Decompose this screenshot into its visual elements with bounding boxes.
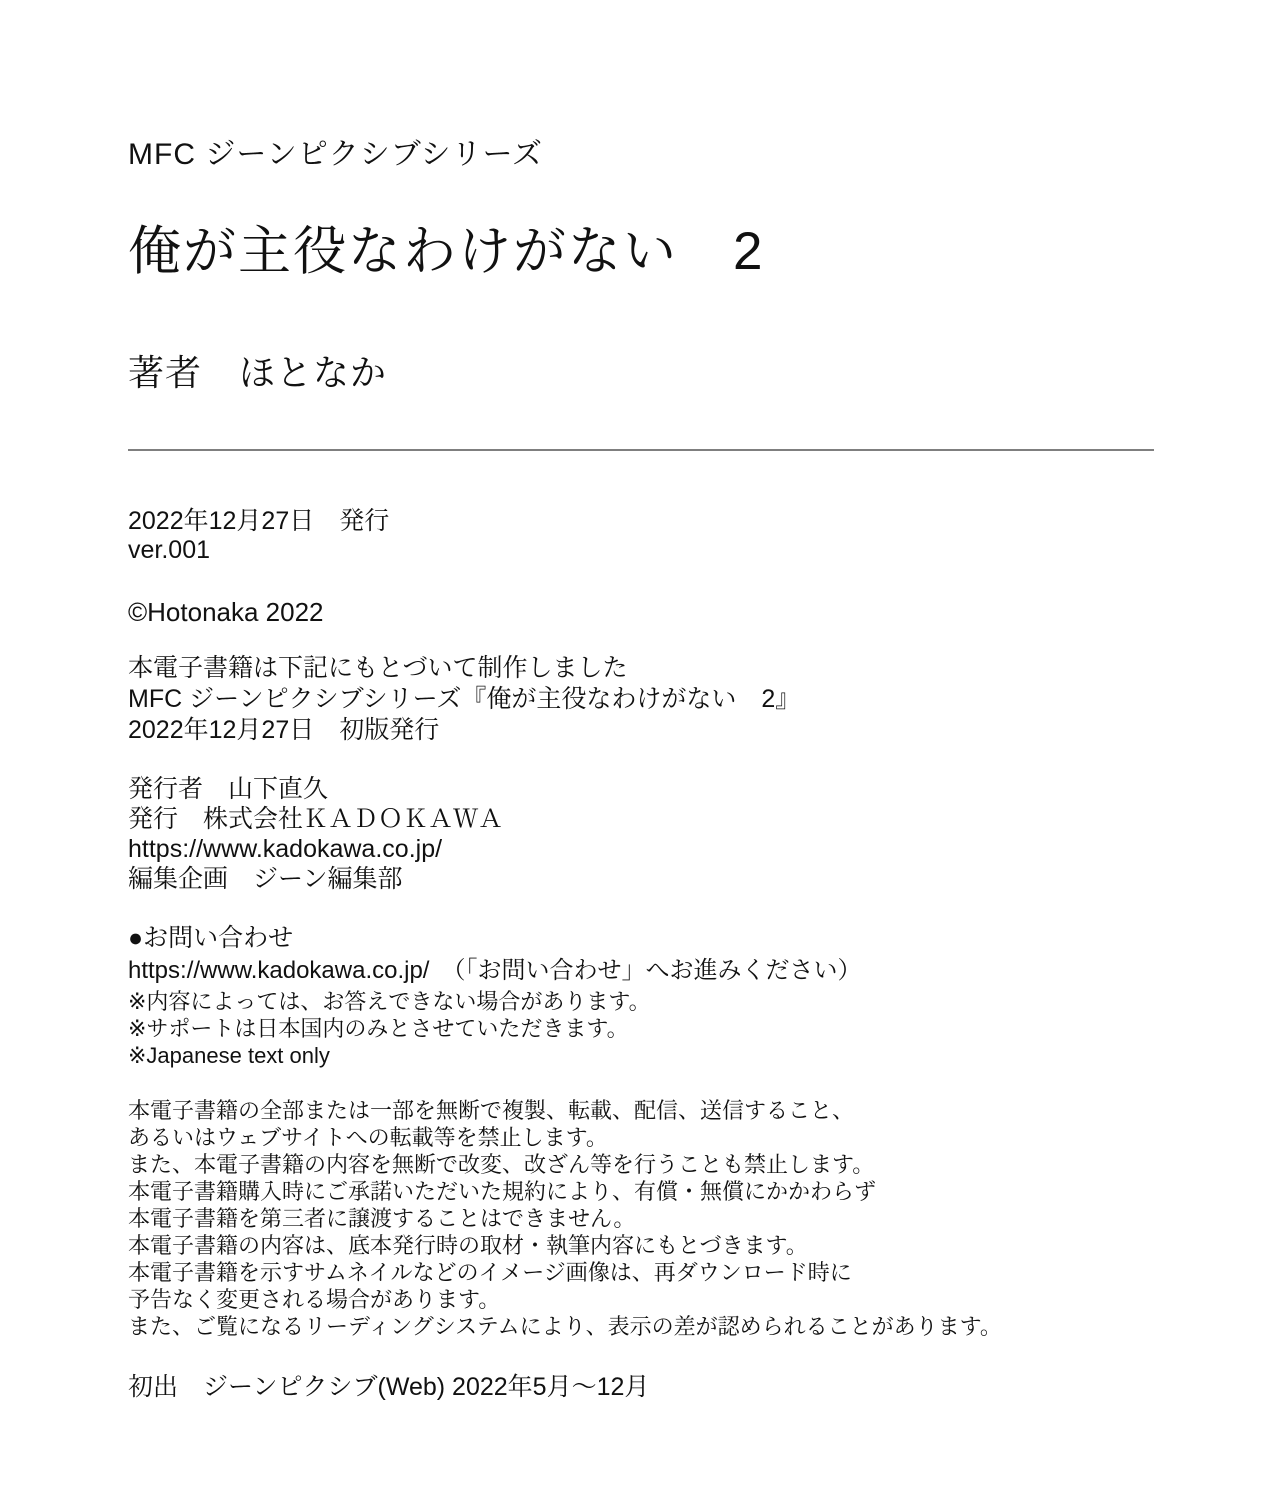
- editorial-line: 編集企画 ジーン編集部: [128, 865, 403, 893]
- legal-line: 本電子書籍を第三者に譲渡することはできません。: [128, 1206, 636, 1231]
- contact-notes: [128, 988, 1177, 1069]
- legal-line: 本電子書籍購入時にご承諾いただいた規約により、有償・無償にかかわらず: [128, 1179, 877, 1204]
- publisher-url-line: https://www.kadokawa.co.jp/: [128, 835, 443, 863]
- legal-line: あるいはウェブサイトへの転載等を禁止します。: [128, 1125, 608, 1150]
- source-note-line: MFC ジーンピクシブシリーズ『俺が主役なわけがない 2』: [128, 685, 801, 713]
- legal-line: 本電子書籍の全部または一部を無断で複製、転載、配信、送信すること、: [128, 1098, 855, 1123]
- contact-note: ※Japanese text only: [128, 1043, 330, 1068]
- legal-block: [128, 1097, 1177, 1340]
- legal-line: 本電子書籍の内容は、底本発行時の取材・執筆内容にもとづきます。: [128, 1233, 808, 1258]
- contact-heading: ●お問い合わせ: [128, 924, 294, 952]
- first-publication-line: 初出 ジーンピクシブ(Web) 2022年5月～12月: [128, 1373, 650, 1401]
- legal-line: 本電子書籍を示すサムネイルなどのイメージ画像は、再ダウンロード時に: [128, 1260, 852, 1285]
- edition-block: [128, 507, 1177, 565]
- version-line: ver.001: [128, 536, 211, 564]
- legal-line: また、ご覧になるリーディングシステムにより、表示の差が認められることがあります。: [128, 1314, 1002, 1339]
- contact-url-line: https://www.kadokawa.co.jp/ （「お問い合わせ」へお進みください）: [128, 957, 862, 984]
- publisher-person-line: 発行者 山下直久: [128, 775, 329, 803]
- source-note-line: 本電子書籍は下記にもとづいて制作しました: [128, 654, 628, 682]
- series-label: MFC ジーンピクシブシリーズ: [128, 138, 544, 171]
- contact-note: ※サポートは日本国内のみとさせていただきます。: [128, 1016, 629, 1041]
- divider: [128, 449, 1154, 451]
- contact-note: ※内容によっては、お答えできない場合があります。: [128, 989, 651, 1014]
- publisher-block: [128, 774, 1177, 894]
- issue-date-line: 2022年12月27日 発行: [128, 507, 390, 535]
- source-note-block: [128, 653, 1177, 746]
- contact-block: [128, 922, 1177, 1069]
- copyright-line: ©Hotonaka 2022: [128, 597, 324, 627]
- book-title: 俺が主役なわけがない 2: [128, 222, 765, 281]
- legal-line: 予告なく変更される場合があります。: [128, 1287, 501, 1312]
- source-note-line: 2022年12月27日 初版発行: [128, 716, 440, 744]
- publisher-company-line: 発行 株式会社ＫＡＤＯＫＡＷＡ: [128, 805, 504, 833]
- legal-line: また、本電子書籍の内容を無断で改変、改ざん等を行うことも禁止します。: [128, 1152, 875, 1177]
- author-line: 著者 ほとなか: [128, 352, 388, 393]
